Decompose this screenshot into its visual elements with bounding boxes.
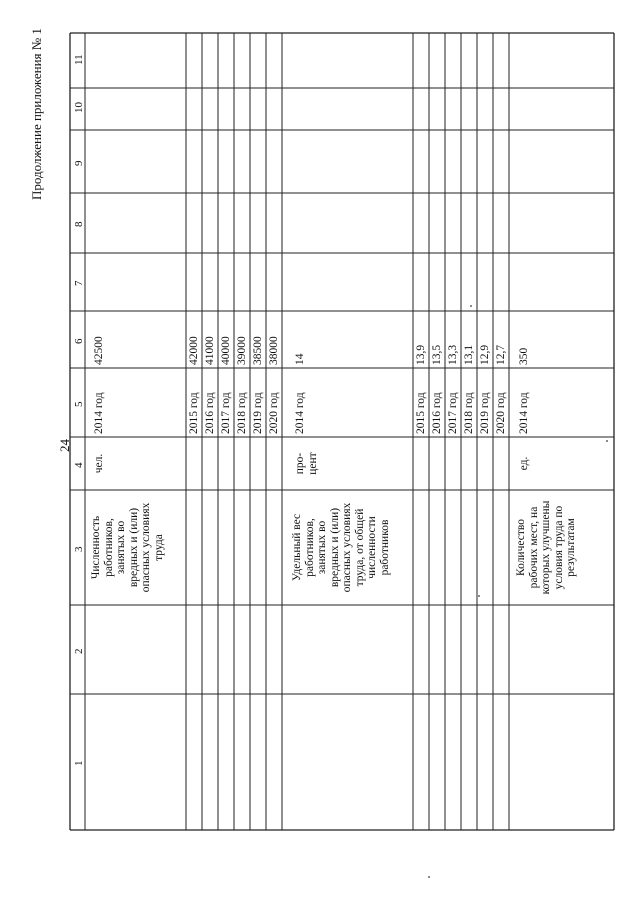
indicator-name: Количество рабочих мест, на которых улучшены условия труда по результатам [515, 500, 577, 595]
value-cell: 13,9 [415, 344, 427, 365]
scan-speck [478, 595, 480, 597]
value-cell: 13,3 [447, 344, 459, 365]
value-cell: 13,5 [431, 344, 443, 365]
value-cell: 39000 [236, 336, 248, 365]
base-year-cell: 2014 год [93, 392, 105, 434]
year-cell: 2016 год [431, 392, 443, 434]
page-number: 24 [57, 439, 72, 452]
value-cell: 41000 [204, 336, 216, 365]
value-cell: 13,1 [463, 344, 475, 365]
column-header-10: 10 [73, 102, 85, 113]
base-value-cell: 350 [518, 347, 530, 365]
column-header-4: 4 [73, 462, 85, 468]
year-cell: 2017 год [447, 392, 459, 434]
year-cell: 2019 год [479, 392, 491, 434]
column-header-11: 11 [73, 53, 85, 65]
column-header-8: 8 [73, 221, 85, 227]
column-header-6: 6 [73, 338, 85, 344]
scan-speck [606, 440, 608, 442]
year-cell: 2015 год [415, 392, 427, 434]
column-header-3: 3 [73, 546, 85, 552]
year-cell: 2018 год [236, 392, 248, 434]
value-cell: 38500 [252, 336, 264, 365]
column-header-1: 1 [73, 760, 85, 766]
appendix-note: Продолжение приложения № 1 [29, 28, 44, 200]
value-cell: 12,7 [495, 344, 507, 365]
year-cell: 2020 год [495, 392, 507, 434]
base-value-cell: 42500 [93, 336, 105, 365]
value-cell: 38000 [268, 336, 280, 365]
year-cell: 2017 год [220, 392, 232, 434]
year-cell: 2016 год [204, 392, 216, 434]
year-cell: 2018 год [463, 392, 475, 434]
base-year-cell: 2014 год [518, 392, 530, 434]
year-cell: 2019 год [252, 392, 264, 434]
year-cell: 2015 год [188, 392, 200, 434]
column-header-7: 7 [73, 280, 85, 286]
unit-cell: ед. [518, 456, 530, 471]
value-cell: 12,9 [479, 344, 491, 365]
scan-speck [470, 305, 472, 307]
indicator-name: Численность работников, занятых во вредных и (или) опасных условиях труда [90, 502, 165, 593]
value-cell: 40000 [220, 336, 232, 365]
column-header-9: 9 [73, 160, 85, 166]
column-header-5: 5 [73, 401, 85, 407]
base-year-cell: 2014 год [294, 392, 306, 434]
value-cell: 42000 [188, 336, 200, 365]
indicator-name: Удельный вес работников, занятых во вредных и (или) опасных условиях труда, от общей численности работников [291, 502, 391, 593]
column-header-2: 2 [73, 648, 85, 654]
year-cell: 2020 год [268, 392, 280, 434]
unit-cell: чел. [93, 453, 105, 474]
base-value-cell: 14 [294, 353, 306, 365]
unit-cell: про- цент [294, 452, 319, 475]
scan-speck [428, 876, 430, 878]
